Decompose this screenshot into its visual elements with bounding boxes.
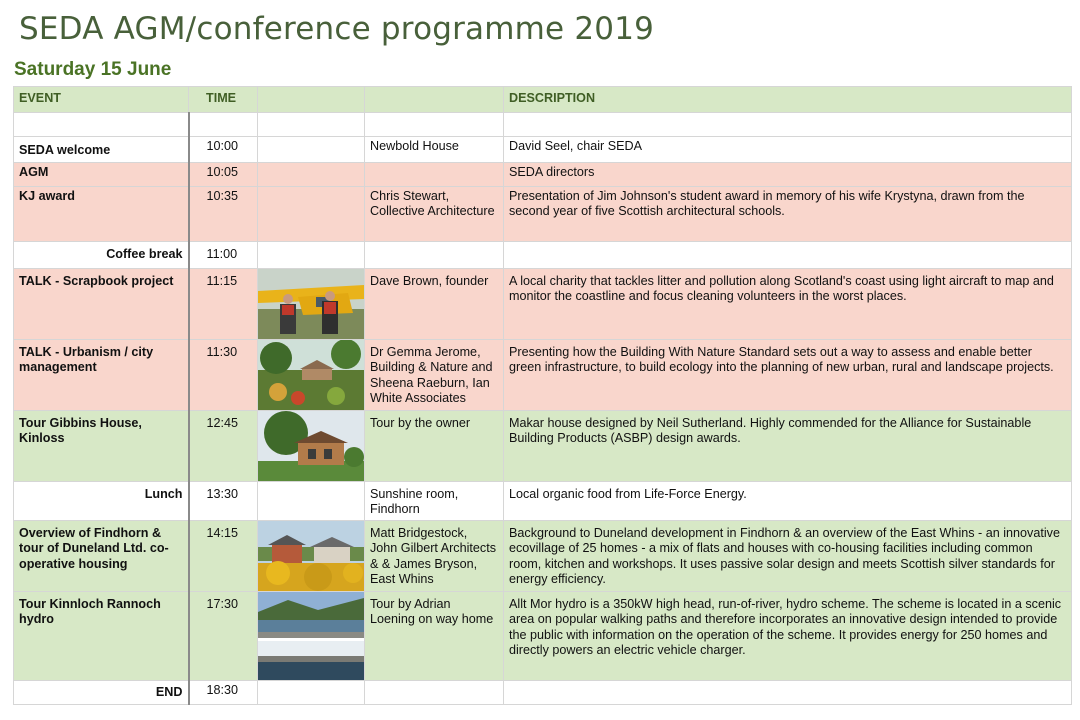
who-cell: Sunshine room, Findhorn bbox=[365, 482, 504, 521]
table-row bbox=[14, 411, 1072, 482]
aircraft-photo bbox=[258, 269, 364, 339]
who-cell bbox=[365, 680, 504, 704]
table-row bbox=[14, 482, 1072, 521]
photo-cell bbox=[258, 242, 365, 269]
photo-cell bbox=[258, 269, 365, 340]
description-cell: SEDA directors bbox=[504, 163, 1072, 187]
description-cell bbox=[504, 113, 1072, 137]
photo-cell bbox=[258, 591, 365, 680]
photo-cell bbox=[258, 113, 365, 137]
house-photo bbox=[258, 411, 364, 481]
photo-cell bbox=[258, 680, 365, 704]
time-cell: 10:00 bbox=[189, 137, 258, 163]
description-cell: Makar house designed by Neil Sutherland. Highly commended for the Alliance for Sustainable Building Products (ASBP) design awards. bbox=[504, 411, 1072, 482]
table-row bbox=[14, 680, 1072, 704]
table-row bbox=[14, 187, 1072, 242]
table-row bbox=[14, 591, 1072, 680]
photo-cell bbox=[258, 163, 365, 187]
who-cell: Dave Brown, founder bbox=[365, 269, 504, 340]
header-description: DESCRIPTION bbox=[504, 87, 1072, 113]
description-cell: Allt Mor hydro is a 350kW high head, run-of-river, hydro scheme. The scheme is located in a scenic area on popular walking paths and therefore incorporates an innovative design intended to provide the public with information on the operation of the scheme. It provides energy for 250 homes and directly powers an electric vehicle charger. bbox=[504, 591, 1072, 680]
event-cell: Lunch bbox=[14, 482, 189, 521]
table-row bbox=[14, 520, 1072, 591]
garden-photo bbox=[258, 340, 364, 410]
who-cell: Chris Stewart, Collective Architecture bbox=[365, 187, 504, 242]
who-cell: Newbold House bbox=[365, 137, 504, 163]
time-cell bbox=[189, 113, 258, 137]
programme-table bbox=[13, 86, 1072, 705]
event-cell: AGM bbox=[14, 163, 189, 187]
table-row bbox=[14, 163, 1072, 187]
time-cell: 10:35 bbox=[189, 187, 258, 242]
event-cell: KJ award bbox=[14, 187, 189, 242]
page-title: SEDA AGM/conference programme 2019 bbox=[19, 11, 655, 47]
header-event: EVENT bbox=[14, 87, 189, 113]
description-cell: Presenting how the Building With Nature Standard sets out a way to assess and enable better green infrastructure, to build ecology into the planning of new urban, rural and landscape projects. bbox=[504, 340, 1072, 411]
table-row bbox=[14, 242, 1072, 269]
event-cell: Tour Gibbins House, Kinloss bbox=[14, 411, 189, 482]
photo-cell bbox=[258, 520, 365, 591]
table-row bbox=[14, 340, 1072, 411]
who-cell: Matt Bridgestock, John Gilbert Architects & & James Bryson, East Whins bbox=[365, 520, 504, 591]
time-cell: 14:15 bbox=[189, 520, 258, 591]
who-cell: Tour by Adrian Loening on way home bbox=[365, 591, 504, 680]
time-cell: 13:30 bbox=[189, 482, 258, 521]
description-cell: Presentation of Jim Johnson's student award in memory of his wife Krystyna, drawn from the second year of five Scottish architectural schools. bbox=[504, 187, 1072, 242]
who-cell bbox=[365, 113, 504, 137]
description-cell: David Seel, chair SEDA bbox=[504, 137, 1072, 163]
photo-cell bbox=[258, 137, 365, 163]
table-row bbox=[14, 269, 1072, 340]
event-cell: END bbox=[14, 680, 189, 704]
header-who bbox=[365, 87, 504, 113]
photo-cell bbox=[258, 482, 365, 521]
date-heading: Saturday 15 June bbox=[14, 59, 172, 80]
header-time: TIME bbox=[189, 87, 258, 113]
time-cell: 17:30 bbox=[189, 591, 258, 680]
time-cell: 11:30 bbox=[189, 340, 258, 411]
time-cell: 12:45 bbox=[189, 411, 258, 482]
who-cell bbox=[365, 242, 504, 269]
photo-cell bbox=[258, 411, 365, 482]
event-cell: SEDA welcome bbox=[14, 137, 189, 163]
time-cell: 18:30 bbox=[189, 680, 258, 704]
photo-cell bbox=[258, 187, 365, 242]
description-cell: Background to Duneland development in Findhorn & an overview of the East Whins - an innovative ecovillage of 25 homes - a mix of flats and houses with co-housing facilities including common room, kitchen and workshops. It uses passive solar design and meets Scottish silver standards for energy efficiency. bbox=[504, 520, 1072, 591]
time-cell: 10:05 bbox=[189, 163, 258, 187]
description-cell: Local organic food from Life-Force Energy. bbox=[504, 482, 1072, 521]
who-cell: Tour by the owner bbox=[365, 411, 504, 482]
photo-cell bbox=[258, 340, 365, 411]
who-cell: Dr Gemma Jerome, Building & Nature and Sheena Raeburn, Ian White Associates bbox=[365, 340, 504, 411]
event-cell: TALK - Urbanism / city management bbox=[14, 340, 189, 411]
event-cell: TALK - Scrapbook project bbox=[14, 269, 189, 340]
event-cell: Overview of Findhorn & tour of Duneland Ltd. co-operative housing bbox=[14, 520, 189, 591]
who-cell bbox=[365, 163, 504, 187]
event-cell: Tour Kinnloch Rannoch hydro bbox=[14, 591, 189, 680]
description-cell bbox=[504, 242, 1072, 269]
description-cell bbox=[504, 680, 1072, 704]
ecovillage-photo bbox=[258, 521, 364, 591]
header-photo bbox=[258, 87, 365, 113]
time-cell: 11:15 bbox=[189, 269, 258, 340]
event-cell: Coffee break bbox=[14, 242, 189, 269]
description-cell: A local charity that tackles litter and pollution along Scotland's coast using light aircraft to map and monitor the coastline and focus cleaning volunteers in the worst places. bbox=[504, 269, 1072, 340]
event-cell bbox=[14, 113, 189, 137]
table-row bbox=[14, 137, 1072, 163]
time-cell: 11:00 bbox=[189, 242, 258, 269]
hydro-photo bbox=[258, 592, 364, 680]
header-row bbox=[14, 87, 1072, 113]
table-row bbox=[14, 113, 1072, 137]
